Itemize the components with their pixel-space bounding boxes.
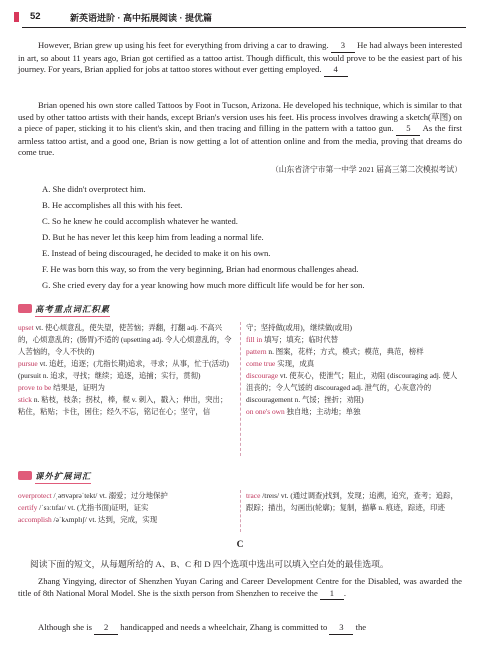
- vocab-entry: on one's own 独自地；主动地；单独: [246, 407, 361, 416]
- option-d: D. But he has never let this keep him from leading a normal life.: [42, 232, 264, 242]
- column-divider: [240, 490, 241, 532]
- column-divider: [240, 322, 241, 456]
- blank-3-c: 3: [329, 622, 353, 635]
- vocab-list-left: [18, 322, 234, 418]
- blank-2: 2: [94, 622, 118, 635]
- vocab-list-right: [246, 322, 462, 418]
- section-c-paragraph-2: Although she is 2 handicapped and needs a wheelchair, Zhang is committed to 3 the: [18, 622, 462, 635]
- section-c-label: C: [236, 540, 244, 550]
- vocab-entry: pattern n. 图案，花样；方式，模式；模范，典范，榜样: [246, 347, 424, 356]
- page-header: [14, 10, 466, 26]
- section-c-instruction: 阅读下面的短文，从每题所给的 A、B、C 和 D 四个选项中选出可以填入空白处的最佳选项。: [30, 559, 389, 569]
- vocab-entry: prove to be 结果是，证明为: [18, 383, 105, 392]
- vocab-entry: discourage vt. 使灰心，使泄气；阻止，劝阻 (discouraging adj. 使人沮丧的；令人气馁的 discouraged adj. 泄气的，心灰意冷的 discouragement n. 气馁；挫折；劝阻): [246, 371, 458, 404]
- option-b: B. He accomplishes all this with his feet.: [42, 200, 183, 210]
- vocab-entry: fill in 填写；填充；临时代替: [246, 335, 338, 344]
- vocab-entry: stick n. 粘枝，枝条；拐杖，棒，棍 v. 刺入，戳入；伸出，突出；粘住，粘贴；卡住，困住；经久不忘，铭记在心；坚守，信: [18, 395, 228, 416]
- pencil-icon: [18, 304, 32, 313]
- expand-section-heading: 课外扩展词汇: [18, 470, 91, 484]
- option-c: C. So he knew he could accomplish whatever he wanted.: [42, 216, 238, 226]
- expand-list-right: [246, 490, 462, 514]
- header-accent-bar: [14, 12, 19, 22]
- passage-paragraph-2: Brian opened his own store called Tattoos by Foot in Tucson, Arizona. He developed his technique, which is similar to that used by other tattoo artists with their hands, except Brian's version uses his feet. His process involves drawing a sketch(草图) on a piece of paper, sticking it to his client's skin, and then tracing and filling in the pattern with a tattoo gun. 5 As the first armless tattoo artist, and a good one, Brian is now getting a lot of attention online and from the media, proving that dreams do come true.: [18, 100, 462, 158]
- vocab-entry: trace /treɪs/ vt. (通过调查)找到，发现；追溯，追究，查考；追踪，跟踪；描出，勾画出(轮廓)；复制，描摹 n. 痕迹，踪迹，印迹: [246, 491, 458, 512]
- option-g: G. She cried every day for a year knowing how much more difficult life would be for her son.: [42, 280, 365, 290]
- vocab-entry: 守；坚持做(或用)，继续做(或用): [246, 323, 352, 332]
- blank-3: 3: [331, 40, 355, 53]
- pencil-icon: [18, 471, 32, 480]
- passage-paragraph-1: However, Brian grew up using his feet for everything from driving a car to drawing. 3 He had always been interested in art, so about 11 years ago, Brian got certified as a tattoo artist. Though difficult, this would prove to be the easiest part of his journey. For years, Brian applied for jobs at tattoo stores without ever getting employed. 4: [18, 40, 462, 77]
- vocab-entry: certify /ˈsɜːtɪfaɪ/ vt. (尤指书面)证明，证实: [18, 503, 149, 512]
- vocab-entry: accomplish /əˈkʌmplɪʃ/ vt. 达到，完成，实现: [18, 515, 158, 524]
- blank-1: 1: [320, 588, 344, 601]
- option-f: F. He was born this way, so from the very beginning, Brian had enormous challenges ahead.: [42, 264, 359, 274]
- vocab-section-heading: 高考重点词汇积累: [18, 303, 110, 317]
- section-c-paragraph-1: Zhang Yingying, director of Shenzhen Yuyan Caring and Career Development Centre for the Disabled, was awarded the title of 8th National Moral Model. She is the sixth person from Shenzhen to receive the 1 .: [18, 576, 462, 600]
- header-rule: [22, 27, 466, 28]
- option-a: A. She didn't overprotect him.: [42, 184, 146, 194]
- vocab-entry: upset vt. 使心烦意乱，使失望，使苦恼；弄翻，打翻 adj. 不高兴的，心烦意乱的；(肠胃)不适的 (upsetting adj. 令人心烦意乱的，令人苦恼的，令人不快的): [18, 323, 232, 356]
- expand-list-left: [18, 490, 234, 526]
- option-e: E. Instead of being discouraged, he decided to make it on his own.: [42, 248, 271, 258]
- vocab-entry: overprotect /ˌəʊvəprəˈtekt/ vt. 溺爱；过分地保护: [18, 491, 168, 500]
- book-title: 新英语进阶 · 高中拓展阅读 · 提优篇: [70, 13, 212, 23]
- page-number: 52: [30, 11, 41, 22]
- blank-5: 5: [396, 123, 420, 136]
- passage-source: （山东省济宁市第一中学 2021 届高三第二次模拟考试）: [270, 165, 462, 174]
- blank-4: 4: [324, 64, 348, 77]
- vocab-entry: come true 实现，成真: [246, 359, 315, 368]
- vocab-entry: pursue vt. 追赶，追逐；(尤指长期)追求，寻求；从事，忙于(活动) (pursuit n. 追求，寻找；继续；追逐，追捕；实行，贯彻): [18, 359, 229, 380]
